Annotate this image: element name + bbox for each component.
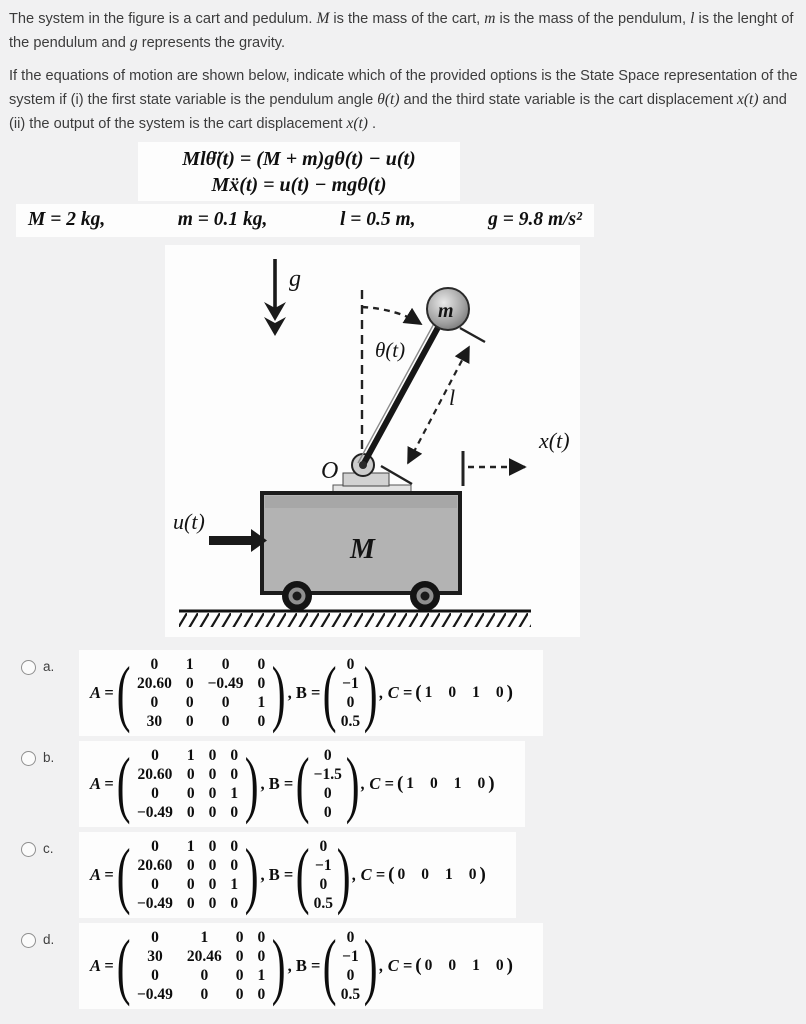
cart-mass-label: M	[350, 534, 375, 566]
state-matrix-a: 0 1 0 0 30 20.46 0 0 0 0 0 1 −0.49 0 0 0	[136, 929, 266, 1004]
right-paren: )	[244, 833, 259, 916]
displacement-label: x(t)	[539, 428, 570, 454]
right-paren: )	[345, 742, 360, 825]
right-paren: )	[488, 773, 495, 795]
matrix-a-label: A =	[90, 774, 114, 794]
system-figure	[165, 245, 580, 637]
state-matrix-a: 0 1 0 0 20.60 0 0 0 0 0 0 1 −0.49 0 0 0	[136, 747, 239, 822]
left-paren: (	[296, 742, 310, 825]
option-b-radio[interactable]	[21, 751, 36, 766]
parameters-strip	[16, 204, 594, 237]
left-paren: (	[116, 742, 131, 825]
option-b	[0, 741, 806, 827]
option-b-letter[interactable]: b.	[43, 750, 55, 766]
pivot-pedestal	[333, 454, 411, 494]
option-b-content	[79, 741, 525, 827]
left-paren: (	[116, 833, 131, 916]
left-paren: (	[396, 773, 404, 795]
intro-paragraph-1: The system in the figure is a cart and pedulum. M is the mass of the cart, m is the mass of the pendulum, l is the lenght of the pendulum and g represents the gravity.	[9, 10, 794, 51]
angle-arc-arrow	[362, 307, 421, 324]
right-paren: )	[506, 682, 513, 704]
option-c-letter[interactable]: c.	[43, 841, 54, 857]
input-matrix-b: 0 −1 0 0.5	[313, 838, 333, 913]
param-pendulum-mass: m = 0.1 kg,	[177, 209, 268, 231]
option-d-letter[interactable]: d.	[43, 932, 55, 948]
option-a-radio[interactable]	[21, 660, 36, 675]
gravity-label: g	[289, 266, 301, 293]
matrix-b-label: , B =	[287, 956, 321, 976]
matrix-c-label: , C =	[361, 774, 394, 794]
left-paren: (	[296, 833, 310, 916]
state-matrix-a: 0 1 0 0 20.60 0 −0.49 0 0 0 0 1 30 0 0 0	[136, 656, 266, 731]
matrix-b-label: , B =	[287, 683, 321, 703]
param-gravity: g = 9.8 m/s²	[488, 209, 582, 231]
option-c	[0, 832, 806, 918]
option-d	[0, 923, 806, 1009]
option-d-content	[79, 923, 543, 1009]
matrix-b-label: , B =	[260, 774, 294, 794]
output-matrix-c: 0 0 1 0	[397, 866, 477, 884]
input-force-arrow	[209, 529, 267, 552]
right-paren: )	[363, 651, 378, 734]
left-paren: (	[415, 682, 422, 704]
input-matrix-b: 0 −1 0 0.5	[340, 656, 361, 731]
param-length: l = 0.5 m,	[339, 209, 416, 231]
left-paren: (	[415, 955, 422, 977]
left-paren: (	[388, 864, 395, 886]
input-force-label: u(t)	[173, 509, 205, 535]
equation-1: Mlθ̈(t) = (M + m)gθ(t) − u(t)	[182, 148, 416, 171]
matrix-c-label: , C =	[352, 865, 386, 885]
output-matrix-c: 0 0 1 0	[424, 957, 504, 975]
matrix-c-label: , C =	[379, 683, 413, 703]
cart-pendulum-diagram	[165, 245, 580, 637]
option-a-letter[interactable]: a.	[43, 659, 55, 675]
intro-paragraph-2: If the equations of motion are shown below, indicate which of the provided options is the State Space representation of the system if (i) the first state variable is the pendulum angle θ(t) and the third state variable is the cart displacement x(t) and (ii) the output of the system is the cart displacement x(t) .	[9, 67, 798, 132]
option-a	[0, 650, 806, 736]
cart-wheel-left	[282, 581, 312, 611]
right-paren: )	[336, 833, 351, 916]
gravity-arrow	[264, 259, 286, 336]
right-paren: )	[479, 864, 486, 886]
matrix-b-label: , B =	[260, 865, 294, 885]
right-paren: )	[363, 924, 378, 1007]
option-a-content	[79, 650, 543, 736]
pendulum-rod	[358, 307, 448, 469]
state-matrix-a: 0 1 0 0 20.60 0 0 0 0 0 0 1 −0.49 0 0 0	[136, 838, 239, 913]
input-matrix-b: 0 −1.5 0 0	[313, 747, 342, 822]
option-c-content	[79, 832, 516, 918]
left-paren: (	[116, 651, 131, 734]
matrix-a-label: A =	[90, 865, 114, 885]
equations-block	[138, 142, 460, 201]
angle-label: θ(t)	[375, 338, 406, 363]
pendulum-mass-label: m	[438, 300, 454, 323]
output-matrix-c: 1 0 1 0	[424, 684, 504, 702]
pivot-origin-label: O	[321, 458, 339, 485]
option-d-radio[interactable]	[21, 933, 36, 948]
param-cart-mass: M = 2 kg,	[28, 209, 106, 231]
right-paren: )	[244, 742, 259, 825]
cart-wheel-right	[410, 581, 440, 611]
equation-2: Mẍ(t) = u(t) − mgθ(t)	[211, 174, 387, 197]
matrix-a-label: A =	[90, 683, 114, 703]
right-paren: )	[272, 924, 286, 1007]
matrix-c-label: , C =	[379, 956, 413, 976]
right-paren: )	[506, 955, 513, 977]
left-paren: (	[116, 924, 131, 1007]
output-matrix-c: 1 0 1 0	[406, 775, 486, 793]
right-paren: )	[272, 651, 286, 734]
answer-options	[0, 650, 806, 1009]
left-paren: (	[323, 651, 337, 734]
left-paren: (	[323, 924, 337, 1007]
matrix-a-label: A =	[90, 956, 114, 976]
option-c-radio[interactable]	[21, 842, 36, 857]
length-label: l	[449, 385, 456, 411]
displacement-axis	[463, 451, 525, 486]
ground	[179, 611, 531, 627]
input-matrix-b: 0 −1 0 0.5	[340, 929, 361, 1004]
